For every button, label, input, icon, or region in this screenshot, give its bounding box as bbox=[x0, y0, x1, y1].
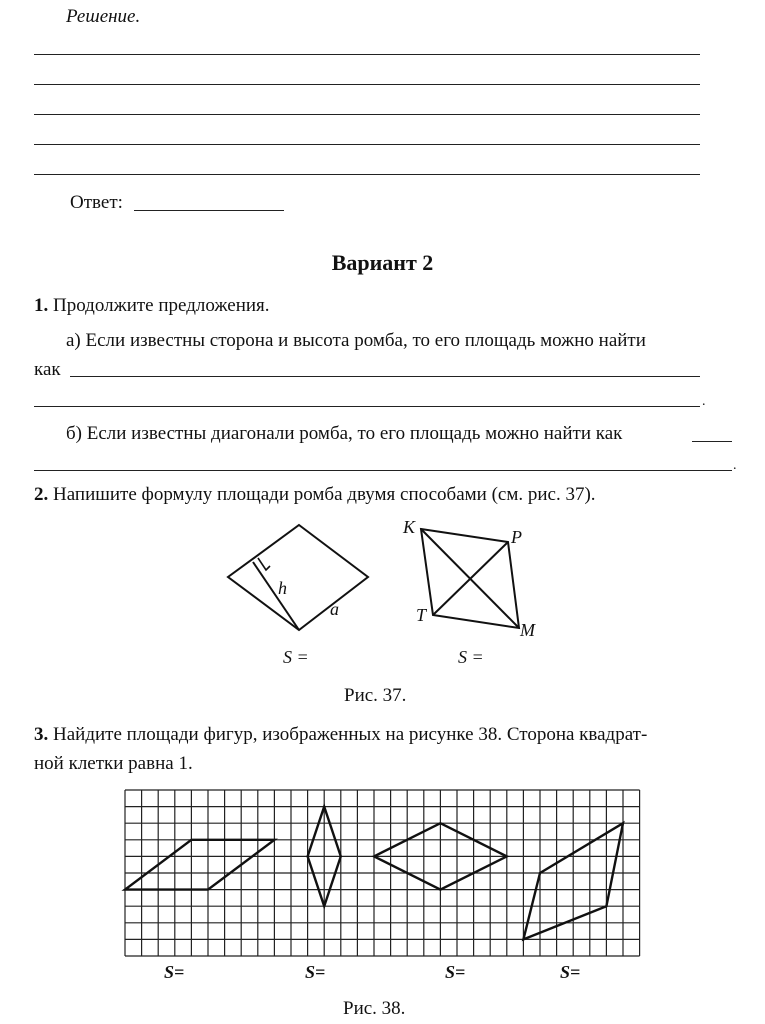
vertex-k: K bbox=[403, 517, 416, 537]
height-label: h bbox=[278, 578, 287, 598]
task1-part-a-line2: как bbox=[34, 359, 61, 380]
area-label-right: S = bbox=[458, 647, 484, 667]
side-label: a bbox=[330, 599, 339, 619]
task3-text: Найдите площади фигур, изображенных на рисунке 38. Сторона квадрат- bbox=[53, 724, 648, 745]
area-label-shape-1: S= bbox=[164, 962, 185, 982]
area-label-shape-2: S= bbox=[305, 962, 326, 982]
rhombus-with-diagonals bbox=[421, 529, 519, 628]
answer-label: Ответ: bbox=[70, 192, 123, 213]
period: . bbox=[702, 394, 706, 409]
area-label-shape-3: S= bbox=[445, 962, 466, 982]
rhombus-with-height bbox=[228, 525, 368, 630]
vertex-t: T bbox=[416, 605, 427, 625]
period: . bbox=[733, 458, 737, 473]
task1-number: 1. bbox=[34, 295, 49, 316]
area-label-shape-4: S= bbox=[560, 962, 581, 982]
task1-part-a-line1: а) Если известны сторона и высота ромба, то его площадь можно найти bbox=[66, 330, 646, 351]
figure-38-caption: Рис. 38. bbox=[343, 998, 406, 1019]
square-grid bbox=[125, 790, 640, 956]
task1-text: Продолжите предложения. bbox=[53, 295, 270, 316]
vertex-p: P bbox=[511, 527, 522, 547]
parallelogram bbox=[125, 840, 274, 890]
variant-title: Вариант 2 bbox=[331, 250, 434, 275]
solution-heading: Решение. bbox=[66, 6, 141, 27]
task3-number: 3. bbox=[34, 724, 49, 745]
area-label-left: S = bbox=[283, 647, 309, 667]
task3-prompt-line1 bbox=[34, 724, 647, 746]
task3-prompt-line2: ной клетки равна 1. bbox=[34, 753, 193, 774]
figure-37-caption: Рис. 37. bbox=[344, 685, 407, 706]
task1-part-b: б) Если известны диагонали ромба, то его площадь можно найти как bbox=[66, 423, 623, 444]
vertex-m: M bbox=[520, 620, 535, 640]
task2-number: 2. bbox=[34, 484, 49, 505]
task2-text: Напишите формулу площади ромба двумя способами (см. рис. 37). bbox=[53, 484, 596, 505]
